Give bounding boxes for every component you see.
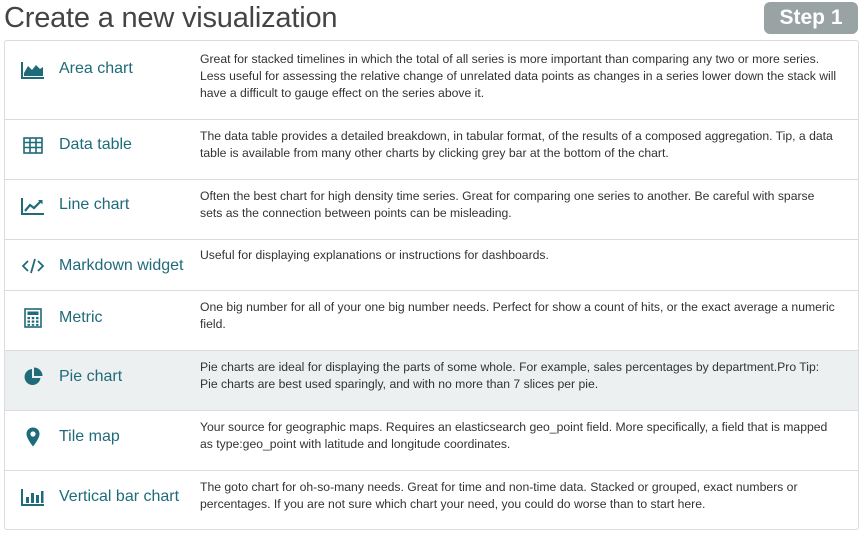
vis-description-metric: One big number for all of your one big number needs. Perfect for show a count of hits, or the exact average a numeric field. [200, 300, 835, 331]
visualization-type-list [4, 40, 859, 530]
vis-item-area-chart[interactable] [5, 41, 858, 120]
vis-description-data-table: The data table provides a detailed breakdown, in tabular format, of the results of a composed aggregation. Tip, a data table is available from many other charts by clicking grey bar at the bottom of the chart. [200, 129, 833, 160]
vis-description-line-chart: Often the best chart for high density time series. Great for comparing one series to another. Be careful with sparse sets as the connection between points can be misleading. [200, 189, 815, 220]
vis-description-pie-chart: Pie charts are ideal for displaying the parts of some whole. For example, sales percentages by department.Pro Tip: Pie charts are best used sparingly, and with no more than 7 slices per pie. [200, 360, 820, 391]
line-chart-icon [20, 195, 46, 217]
vis-item-metric[interactable] [5, 291, 858, 351]
vis-item-vertical-bar-chart[interactable] [5, 471, 858, 529]
step-badge: Step 1 [764, 2, 858, 34]
map-marker-icon [20, 426, 46, 448]
vis-name-area-chart: Area chart [59, 60, 133, 77]
vis-description-tile-map: Your source for geographic maps. Requires an elasticsearch geo_point field. More specifically, a field that is mapped as type:geo_point with latitude and longitude coordinates. [200, 420, 828, 451]
vis-item-line-chart[interactable] [5, 180, 858, 240]
table-icon [20, 134, 46, 156]
header [0, 0, 864, 40]
vis-description-area-chart: Great for stacked timelines in which the total of all series is more important than comparing any two or more series. Less useful for assessing the relative change of unrelated data points as changes in a series lower down the stack will have a difficult to gauge effect on the series above it. [200, 52, 837, 100]
pie-chart-icon [20, 366, 46, 388]
calculator-icon [20, 307, 46, 329]
vis-item-data-table[interactable] [5, 120, 858, 180]
vis-description-vertical-bar-chart: The goto chart for oh-so-many needs. Great for time and non-time data. Stacked or grouped, exact numbers or percentages. If you are not sure which chart your need, you could do worse than to start here. [200, 480, 798, 511]
vis-item-markdown-widget[interactable] [5, 240, 858, 291]
vis-name-metric: Metric [59, 309, 103, 326]
vis-item-tile-map[interactable] [5, 411, 858, 471]
vis-name-tile-map: Tile map [59, 428, 120, 445]
vis-item-pie-chart[interactable] [5, 351, 858, 411]
vis-name-markdown-widget: Markdown widget [59, 257, 184, 274]
vis-description-markdown-widget: Useful for displaying explanations or instructions for dashboards. [200, 248, 549, 262]
vis-name-line-chart: Line chart [59, 196, 130, 213]
code-icon [20, 255, 46, 277]
area-chart-icon [20, 59, 46, 81]
vis-name-vertical-bar-chart: Vertical bar chart [59, 488, 180, 505]
bar-chart-icon [20, 486, 46, 508]
vis-name-pie-chart: Pie chart [59, 368, 123, 385]
vis-name-data-table: Data table [59, 136, 132, 153]
page-title: Create a new visualization [4, 2, 338, 34]
